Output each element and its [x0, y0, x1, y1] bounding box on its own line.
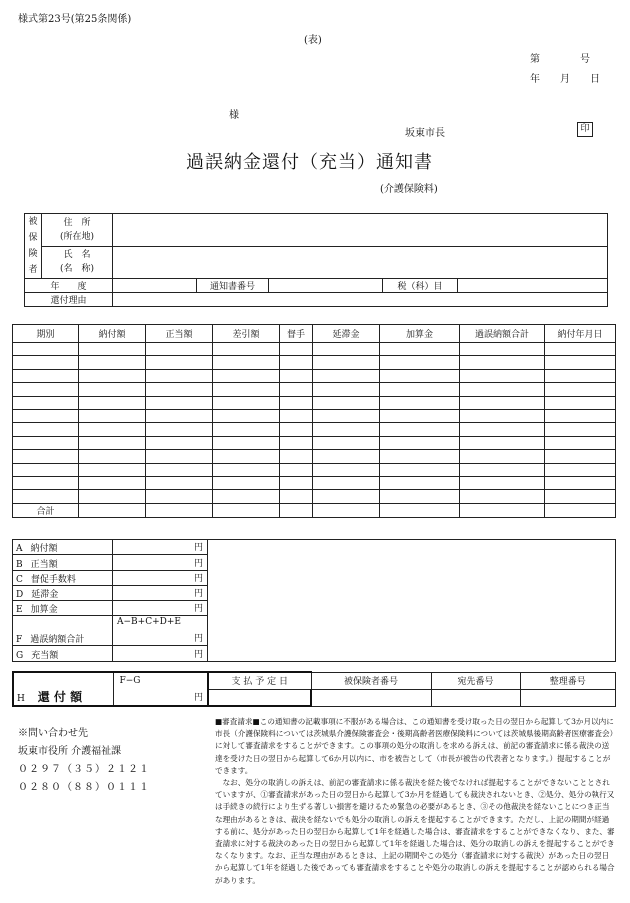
insured-vertical-label: 被 保 険 者: [25, 214, 42, 279]
table-row: [13, 343, 616, 356]
detail-table: [12, 324, 616, 518]
table-cell: [280, 369, 313, 382]
year-field: [113, 279, 197, 293]
address-label: 住 所 (所在地): [42, 214, 113, 247]
table-cell: [313, 436, 380, 449]
table-cell: [545, 369, 616, 382]
table-cell: [79, 463, 146, 476]
table-cell: [146, 436, 213, 449]
table-cell: [146, 476, 213, 489]
date-label: 年 月 日: [530, 74, 600, 85]
table-cell: [460, 396, 545, 409]
table-cell: [313, 396, 380, 409]
reference-number-header: 整理番号: [520, 672, 616, 689]
table-cell: [13, 490, 79, 503]
table-cell: [313, 343, 380, 356]
tax-item-field: [458, 279, 608, 293]
name-label: 氏 名 (名 称): [42, 246, 113, 279]
insured-number-header: 被保険者番号: [311, 672, 431, 689]
table-cell: [213, 450, 280, 463]
table-cell: [460, 503, 545, 517]
table-cell: [380, 423, 460, 436]
table-cell: [79, 369, 146, 382]
table-cell: [545, 463, 616, 476]
table-cell: [146, 503, 213, 517]
table-cell: [313, 463, 380, 476]
table-cell: [213, 396, 280, 409]
table-cell: [545, 343, 616, 356]
table-cell: [313, 423, 380, 436]
table-cell: [79, 396, 146, 409]
summary-row: [13, 540, 616, 555]
table-cell: [380, 343, 460, 356]
table-cell: [460, 409, 545, 422]
detail-column-header: 差引額: [213, 325, 280, 343]
table-cell: [545, 409, 616, 422]
summary-label: D 延滞金: [13, 585, 113, 600]
table-cell: [213, 383, 280, 396]
table-cell: [460, 476, 545, 489]
detail-column-header: 督手: [280, 325, 313, 343]
table-cell: [460, 450, 545, 463]
summary-amount-field: 円: [113, 555, 208, 570]
table-row: [13, 463, 616, 476]
table-cell: [313, 450, 380, 463]
table-cell: [213, 463, 280, 476]
table-cell: [146, 343, 213, 356]
insured-number-field: [311, 689, 431, 706]
table-cell: [13, 450, 79, 463]
table-cell: [13, 343, 79, 356]
table-cell: [13, 423, 79, 436]
summary-amount-field: 円: [113, 585, 208, 600]
table-row: [13, 396, 616, 409]
table-row: [13, 423, 616, 436]
table-cell: [313, 476, 380, 489]
notice-number-label: 通知書番号: [197, 279, 269, 293]
table-cell: [146, 409, 213, 422]
page-subtitle: (介護保険料): [380, 184, 438, 195]
contact-office: 坂東市役所 介護福祉課: [18, 746, 122, 757]
name-field: [113, 246, 608, 279]
detail-column-header: 加算金: [380, 325, 460, 343]
page-title: 過誤納金還付（充当）通知書: [186, 152, 433, 173]
notice-number-field: [269, 279, 383, 293]
table-cell: [280, 436, 313, 449]
reference-number-field: [520, 689, 616, 706]
table-row: [13, 436, 616, 449]
table-cell: [545, 503, 616, 517]
table-cell: [460, 383, 545, 396]
table-cell: [213, 343, 280, 356]
summary-label: F 過誤納額合計: [13, 616, 113, 646]
table-cell: [213, 409, 280, 422]
table-cell: [280, 450, 313, 463]
table-cell: [380, 409, 460, 422]
table-cell: [380, 476, 460, 489]
table-cell: [545, 423, 616, 436]
table-row: [13, 356, 616, 369]
table-cell: [13, 369, 79, 382]
table-cell: [545, 436, 616, 449]
table-cell: [460, 436, 545, 449]
table-cell: [280, 463, 313, 476]
addressee-suffix: 様: [229, 110, 239, 121]
table-cell: [280, 356, 313, 369]
table-cell: [146, 396, 213, 409]
summary-amount-field: 円: [113, 646, 208, 661]
address-number-header: 宛先番号: [431, 672, 520, 689]
table-cell: [313, 356, 380, 369]
document-number-label: 第 号: [530, 54, 590, 65]
appeal-notes-paragraph-1: ■審査請求■この通知書の記載事項に不服がある場合は、この通知書を受け取った日の翌日から起算して3か月以内に市長（介護保険料については茨城県介護保険審査会・後期高齢者医療保険料については茨城県後期高齢者医療審査会）に対して審査請求をすることができます。この事項の処分の取消しを求める訴えは、前記の審査請求に係る裁決の送達を受けた日の翌日から起算して6か月以内に、市を被告として（市長が被告の代表者となります。）提起することができます。: [215, 717, 614, 775]
table-cell: [13, 383, 79, 396]
table-cell: [13, 356, 79, 369]
summary-label: A 納付額: [13, 540, 113, 555]
side-label: (表): [304, 35, 322, 46]
address-field: [113, 214, 608, 247]
table-cell: [460, 343, 545, 356]
table-cell: [146, 369, 213, 382]
total-row: [13, 503, 616, 517]
table-cell: [280, 423, 313, 436]
refund-amount-label: H 還 付 額: [13, 672, 113, 706]
table-cell: [280, 383, 313, 396]
table-cell: [313, 490, 380, 503]
table-cell: [380, 490, 460, 503]
summary-label: B 正当額: [13, 555, 113, 570]
table-cell: [13, 409, 79, 422]
table-cell: [545, 396, 616, 409]
table-cell: [213, 476, 280, 489]
contact-phone-2: ０２８０（８８）０１１１: [18, 782, 150, 793]
summary-amount-field: 円: [113, 601, 208, 616]
appeal-notes-paragraph-2: なお、処分の取消しの訴えは、前記の審査請求に係る裁決を経た後でなければ提起することができないこととされていますが、①審査請求があった日の翌日から起算して3か月を経過しても裁決されないとき、②処分、処分の執行又は手続きの続行により生ずる著しい損害を避けるため緊急の必要があるとき、③その他裁決を経ないことにつき正当な理由があるときは、裁決を経ないでも処分の取消しの訴えを提起することができます。ただし、上記の期間が経過する前に、処分があった日の翌日から起算して1年を経過した場合は、審査請求をすることができなくなり、また、審査請求に対する裁決のあった日の翌日から起算して1年を経過した場合は、処分の取消しの訴えを提起することができなくなります。なお、正当な理由があるときは、上記の期間やこの処分（審査請求に対する裁決）があった日の翌日から起算して1年を経過した後であっても審査請求をすることや処分の取消しの訴えを提起することが認められる場合があります。: [215, 778, 615, 885]
total-label: 合計: [13, 503, 79, 517]
refund-amount-field: F−G 円: [113, 672, 208, 706]
insured-table: [24, 213, 608, 307]
table-cell: [280, 409, 313, 422]
table-cell: [313, 369, 380, 382]
table-cell: [380, 450, 460, 463]
year-label: 年 度: [25, 279, 113, 293]
summary-label: C 督促手数料: [13, 570, 113, 585]
table-cell: [213, 503, 280, 517]
table-cell: [213, 423, 280, 436]
detail-column-header: 過誤納額合計: [460, 325, 545, 343]
table-cell: [280, 343, 313, 356]
contact-phone-1: ０２９７（３５）２１２１: [18, 764, 150, 775]
table-cell: [79, 409, 146, 422]
table-cell: [460, 356, 545, 369]
table-cell: [380, 463, 460, 476]
table-cell: [13, 463, 79, 476]
table-cell: [79, 436, 146, 449]
table-cell: [545, 450, 616, 463]
table-row: [13, 450, 616, 463]
tax-item-label: 税（科）目: [383, 279, 458, 293]
table-cell: [79, 476, 146, 489]
table-cell: [146, 356, 213, 369]
summary-blank-area: [208, 540, 616, 662]
summary-label: G 充当額: [13, 646, 113, 661]
table-cell: [79, 383, 146, 396]
detail-column-header: 納付額: [79, 325, 146, 343]
table-cell: [280, 490, 313, 503]
table-cell: [545, 490, 616, 503]
table-row: [13, 369, 616, 382]
refund-reason-field: [113, 293, 608, 307]
table-cell: [79, 356, 146, 369]
table-cell: [79, 423, 146, 436]
table-cell: [380, 383, 460, 396]
address-number-field: [431, 689, 520, 706]
table-cell: [213, 369, 280, 382]
refund-table: [12, 671, 616, 707]
table-cell: [545, 383, 616, 396]
table-cell: [545, 356, 616, 369]
table-cell: [280, 476, 313, 489]
table-cell: [460, 463, 545, 476]
table-cell: [460, 423, 545, 436]
detail-column-header: 納付年月日: [545, 325, 616, 343]
table-row: [13, 490, 616, 503]
table-cell: [146, 423, 213, 436]
table-cell: [313, 503, 380, 517]
detail-column-header: 延滞金: [313, 325, 380, 343]
table-cell: [460, 369, 545, 382]
table-cell: [146, 383, 213, 396]
table-cell: [380, 436, 460, 449]
table-cell: [213, 356, 280, 369]
table-cell: [79, 490, 146, 503]
detail-column-header: 期別: [13, 325, 79, 343]
summary-amount-field: 円: [113, 540, 208, 555]
table-cell: [13, 436, 79, 449]
table-cell: [213, 436, 280, 449]
issuer-name: 坂東市長: [405, 128, 445, 139]
table-cell: [460, 490, 545, 503]
table-cell: [146, 463, 213, 476]
payment-date-header: 支 払 予 定 日: [208, 672, 311, 689]
table-row: [13, 476, 616, 489]
table-cell: [313, 383, 380, 396]
summary-amount-field: 円: [113, 570, 208, 585]
payment-date-field: [208, 689, 311, 706]
table-cell: [13, 476, 79, 489]
form-number: 様式第23号(第25条関係): [18, 14, 132, 25]
table-cell: [146, 490, 213, 503]
summary-table: [12, 539, 616, 662]
table-cell: [280, 503, 313, 517]
appeal-notes: [215, 716, 615, 887]
table-cell: [313, 409, 380, 422]
summary-amount-field: A−B+C+D+E 円: [113, 616, 208, 646]
table-cell: [280, 396, 313, 409]
contact-title: ※問い合わせ先: [18, 728, 88, 739]
detail-column-header: 正当額: [146, 325, 213, 343]
table-row: [13, 383, 616, 396]
table-row: [13, 409, 616, 422]
seal-mark: 印: [577, 122, 593, 137]
table-cell: [380, 396, 460, 409]
table-cell: [79, 450, 146, 463]
table-cell: [380, 356, 460, 369]
table-cell: [380, 369, 460, 382]
table-cell: [545, 476, 616, 489]
table-cell: [380, 503, 460, 517]
table-cell: [79, 503, 146, 517]
table-cell: [213, 490, 280, 503]
refund-reason-label: 還付理由: [25, 293, 113, 307]
table-cell: [13, 396, 79, 409]
summary-label: E 加算金: [13, 601, 113, 616]
table-cell: [79, 343, 146, 356]
table-cell: [146, 450, 213, 463]
